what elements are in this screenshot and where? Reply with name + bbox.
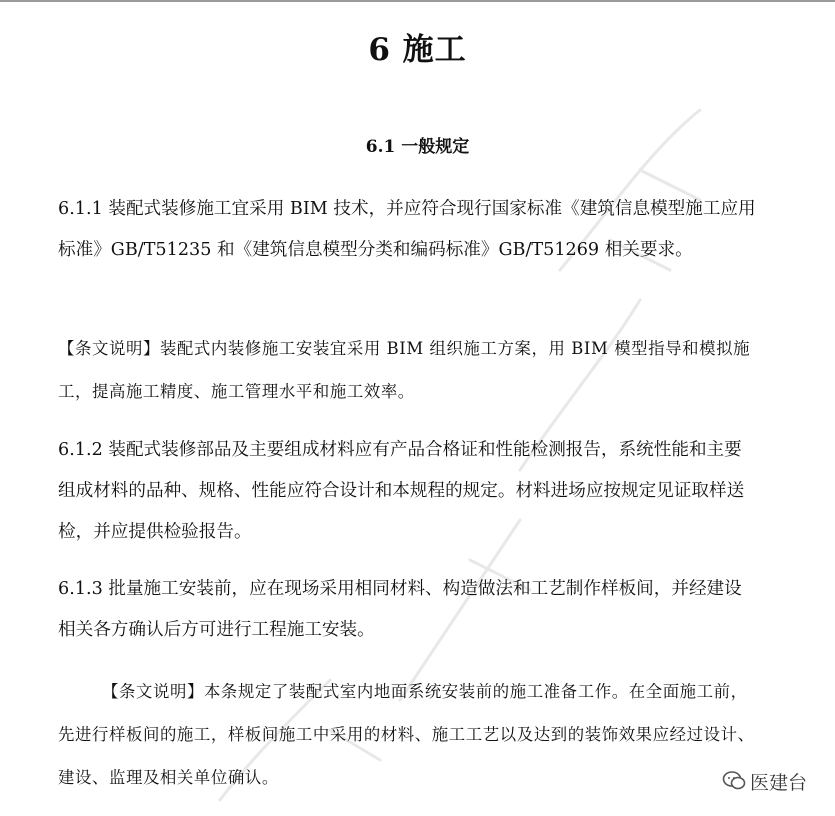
clause-note-2: 【条文说明】本条规定了装配式室内地面系统安装前的施工准备工作。在全面施工前，先进行样板间的施工，样板间施工中采用的材料、施工工艺以及达到的装饰效果应经过设计、建设、监理及相关单位确认。 — [58, 682, 755, 787]
watermark-label: 医建台 — [750, 771, 808, 794]
section-title: 6.1 一般规定 — [365, 137, 470, 157]
clause-6-1-2: 6.1.2 装配式装修部品及主要组成材料应有产品合格证和性能检测报告，系统性能和主要组成材料的品种、规格、性能应符合设计和本规程的规定。材料进场应按规定见证取样送检，并应提供检验报告。 — [58, 440, 745, 542]
watermark-logo — [722, 766, 807, 796]
clause-6-1-1: 6.1.1 装配式装修施工宜采用 BIM 技术，并应符合现行国家标准《建筑信息模型施工应用标准》GB/T51235 和《建筑信息模型分类和编码标准》GB/T51269 相关要求。 — [58, 199, 756, 260]
clause-6-1-3: 6.1.3 批量施工安装前，应在现场采用相同材料、构造做法和工艺制作样板间，并经建设相关各方确认后方可进行工程施工安装。 — [58, 579, 742, 640]
clause-note-1: 【条文说明】装配式内装修施工安装宜采用 BIM 组织施工方案，用 BIM 模型指导和模拟施工，提高施工精度、施工管理水平和施工效率。 — [58, 339, 751, 401]
chapter-title: 6 施工 — [368, 32, 467, 68]
wechat-bubble-icon — [722, 770, 746, 792]
top-border-line — [0, 0, 835, 2]
